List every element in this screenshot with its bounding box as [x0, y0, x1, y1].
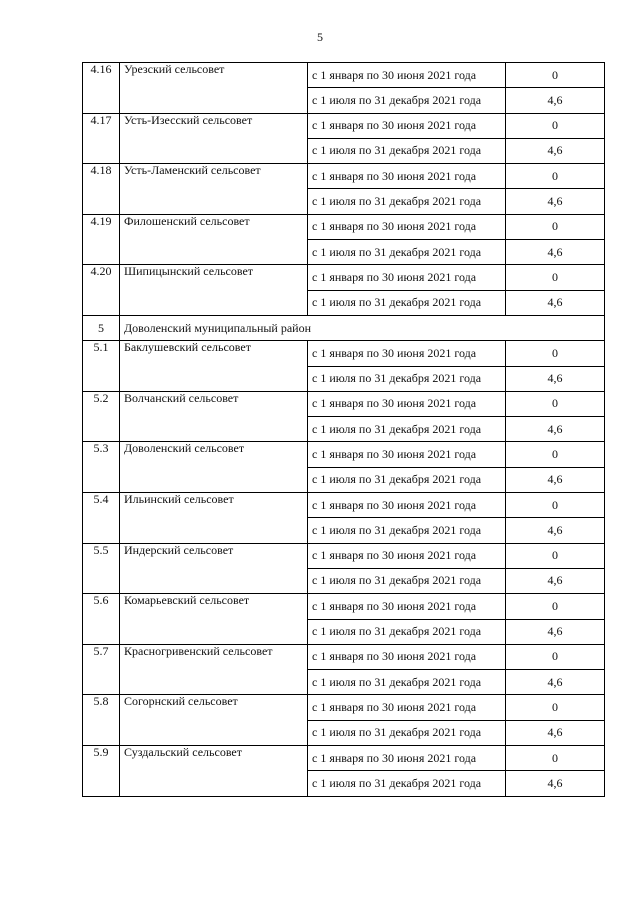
item-number: 5.3 [83, 442, 120, 493]
period-value: 4,6 [506, 240, 605, 265]
period-value: 4,6 [506, 138, 605, 163]
period-value: 4,6 [506, 88, 605, 113]
settlement-name: Усть-Изесский сельсовет [120, 113, 308, 164]
period-label: с 1 января по 30 июня 2021 года [308, 391, 506, 416]
item-number: 5.8 [83, 695, 120, 746]
period-label: с 1 января по 30 июня 2021 года [308, 113, 506, 138]
period-value: 0 [506, 214, 605, 239]
item-number: 5.4 [83, 493, 120, 544]
settlement-name: Шипицынский сельсовет [120, 265, 308, 316]
period-label: с 1 июля по 31 декабря 2021 года [308, 619, 506, 644]
table-row [83, 164, 605, 189]
item-number: 5.9 [83, 746, 120, 797]
period-value: 0 [506, 594, 605, 619]
period-label: с 1 июля по 31 декабря 2021 года [308, 240, 506, 265]
period-label: с 1 января по 30 июня 2021 года [308, 63, 506, 88]
item-number: 4.18 [83, 164, 120, 215]
item-number: 4.17 [83, 113, 120, 164]
period-value: 4,6 [506, 568, 605, 593]
period-value: 4,6 [506, 670, 605, 695]
period-value: 4,6 [506, 189, 605, 214]
period-value: 4,6 [506, 771, 605, 796]
period-label: с 1 января по 30 июня 2021 года [308, 644, 506, 669]
settlement-name: Баклушевский сельсовет [120, 341, 308, 392]
period-label: с 1 января по 30 июня 2021 года [308, 265, 506, 290]
item-number: 4.20 [83, 265, 120, 316]
settlement-name: Урезский сельсовет [120, 63, 308, 114]
period-value: 4,6 [506, 467, 605, 492]
period-label: с 1 января по 30 июня 2021 года [308, 164, 506, 189]
table-row [83, 695, 605, 720]
item-number: 5.7 [83, 644, 120, 695]
period-value: 4,6 [506, 720, 605, 745]
period-value: 0 [506, 265, 605, 290]
settlement-name: Ильинский сельсовет [120, 493, 308, 544]
period-label: с 1 июля по 31 декабря 2021 года [308, 290, 506, 315]
period-label: с 1 июля по 31 декабря 2021 года [308, 568, 506, 593]
period-value: 4,6 [506, 518, 605, 543]
period-value: 0 [506, 341, 605, 366]
table-row [83, 63, 605, 88]
item-number: 5.5 [83, 543, 120, 594]
item-number: 5.2 [83, 391, 120, 442]
table-row [83, 594, 605, 619]
period-label: с 1 января по 30 июня 2021 года [308, 341, 506, 366]
period-value: 4,6 [506, 366, 605, 391]
period-value: 0 [506, 113, 605, 138]
settlement-name: Филошенский сельсовет [120, 214, 308, 265]
table-row [83, 391, 605, 416]
settlement-name: Волчанский сельсовет [120, 391, 308, 442]
period-label: с 1 июля по 31 декабря 2021 года [308, 467, 506, 492]
table-row [83, 113, 605, 138]
period-label: с 1 июля по 31 декабря 2021 года [308, 518, 506, 543]
item-number: 4.19 [83, 214, 120, 265]
period-value: 0 [506, 695, 605, 720]
table-row [83, 265, 605, 290]
page-number: 5 [317, 30, 323, 44]
district-row [83, 315, 605, 340]
table-row [83, 341, 605, 366]
settlement-name: Индерский сельсовет [120, 543, 308, 594]
period-value: 0 [506, 63, 605, 88]
table-row [83, 543, 605, 568]
period-label: с 1 июля по 31 декабря 2021 года [308, 720, 506, 745]
item-number: 5.1 [83, 341, 120, 392]
settlement-name: Суздальский сельсовет [120, 746, 308, 797]
settlement-name: Комарьевский сельсовет [120, 594, 308, 645]
period-label: с 1 января по 30 июня 2021 года [308, 695, 506, 720]
table-row [83, 746, 605, 771]
period-value: 4,6 [506, 290, 605, 315]
period-value: 4,6 [506, 619, 605, 644]
period-value: 4,6 [506, 417, 605, 442]
table-row [83, 644, 605, 669]
period-label: с 1 июля по 31 декабря 2021 года [308, 189, 506, 214]
period-label: с 1 июля по 31 декабря 2021 года [308, 771, 506, 796]
period-label: с 1 января по 30 июня 2021 года [308, 442, 506, 467]
district-number: 5 [83, 315, 120, 340]
period-label: с 1 января по 30 июня 2021 года [308, 214, 506, 239]
period-label: с 1 января по 30 июня 2021 года [308, 493, 506, 518]
period-label: с 1 января по 30 июня 2021 года [308, 543, 506, 568]
settlement-name: Красногривенский сельсовет [120, 644, 308, 695]
period-label: с 1 июля по 31 декабря 2021 года [308, 670, 506, 695]
period-value: 0 [506, 746, 605, 771]
period-value: 0 [506, 391, 605, 416]
period-label: с 1 июля по 31 декабря 2021 года [308, 366, 506, 391]
period-value: 0 [506, 644, 605, 669]
period-label: с 1 июля по 31 декабря 2021 года [308, 88, 506, 113]
table-body [83, 63, 605, 797]
settlement-name: Согорнский сельсовет [120, 695, 308, 746]
district-name: Доволенский муниципальный район [120, 315, 605, 340]
period-label: с 1 июля по 31 декабря 2021 года [308, 417, 506, 442]
item-number: 5.6 [83, 594, 120, 645]
table-row [83, 214, 605, 239]
item-number: 4.16 [83, 63, 120, 114]
table-row [83, 442, 605, 467]
data-table [82, 62, 605, 797]
settlement-name: Доволенский сельсовет [120, 442, 308, 493]
table-row [83, 493, 605, 518]
period-value: 0 [506, 442, 605, 467]
period-value: 0 [506, 543, 605, 568]
period-value: 0 [506, 493, 605, 518]
period-label: с 1 июля по 31 декабря 2021 года [308, 138, 506, 163]
period-value: 0 [506, 164, 605, 189]
settlement-name: Усть-Ламенский сельсовет [120, 164, 308, 215]
period-label: с 1 января по 30 июня 2021 года [308, 594, 506, 619]
period-label: с 1 января по 30 июня 2021 года [308, 746, 506, 771]
